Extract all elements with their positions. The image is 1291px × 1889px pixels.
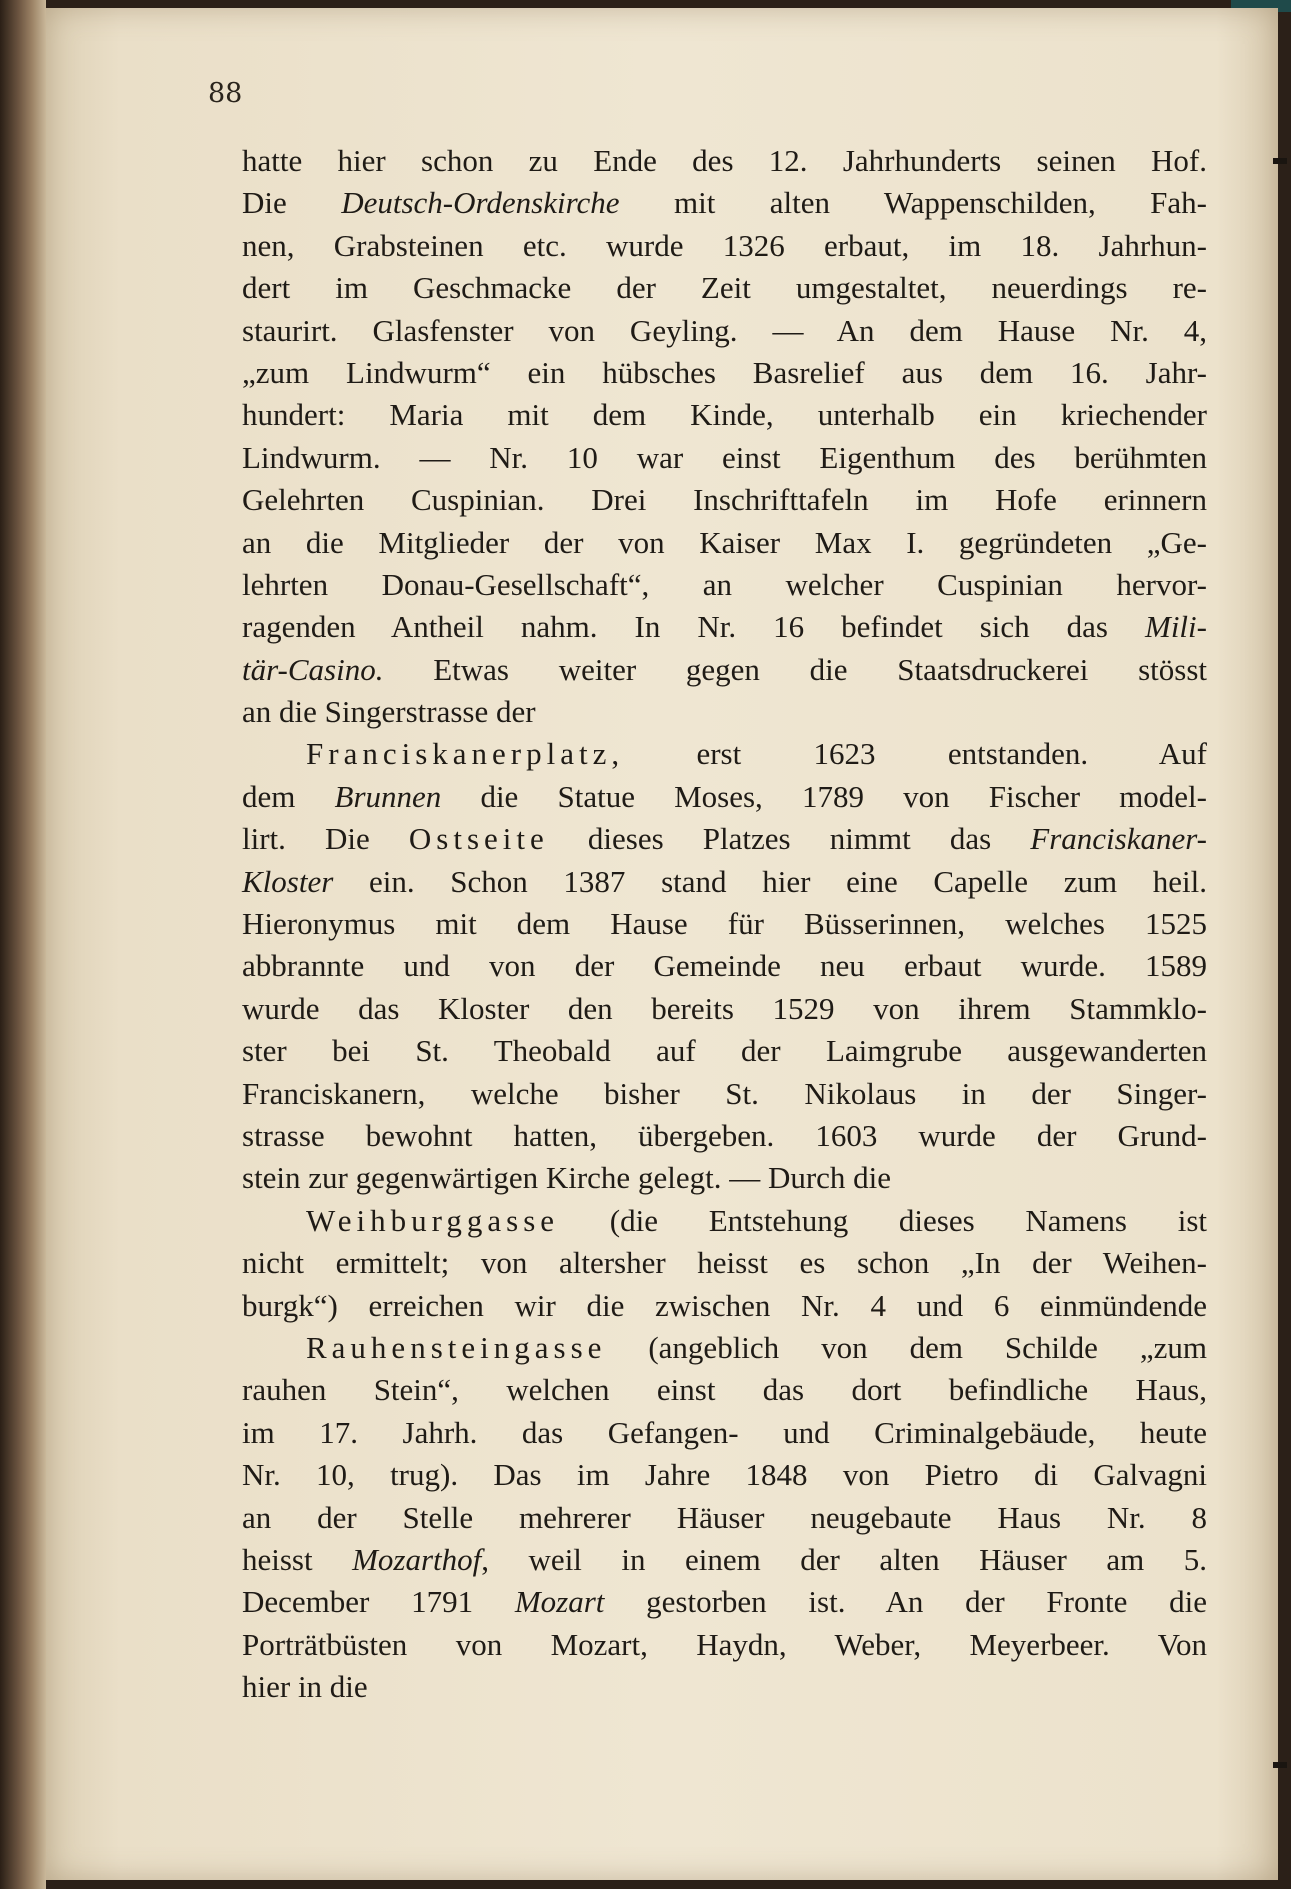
text-line: [242, 1369, 1207, 1411]
spaced-term: Ostseite: [408, 821, 549, 857]
text-line: [242, 1539, 1207, 1581]
text-line: [242, 988, 1207, 1030]
italic-term: Mozarthof: [352, 1541, 482, 1577]
text-line: [242, 1200, 1207, 1242]
italic-term: Brunnen: [334, 778, 442, 814]
text-segment: mit alten Wappenschilden, Fah-: [619, 185, 1207, 221]
text-segment: Etwas weiter gegen die Staatsdruckerei stösst: [383, 651, 1207, 687]
text-line: [242, 1624, 1207, 1666]
text-segment: erst 1623 entstanden. Auf: [624, 736, 1207, 772]
text-segment: stein zur gegenwärtigen Kirche gelegt. — Durch die: [242, 1160, 892, 1196]
text-line: [242, 1412, 1207, 1454]
text-line: [242, 267, 1207, 309]
text-line: [242, 691, 1207, 733]
text-line: [242, 522, 1207, 564]
text-segment: burgk“) erreichen wir die zwischen Nr. 4 und 6 einmündende: [242, 1287, 1207, 1323]
text-segment: Hieronymus mit dem Hause für Büsserinnen, welches 1525: [242, 906, 1207, 942]
text-segment: nen, Grabsteinen etc. wurde 1326 erbaut, im 18. Jahrhun-: [242, 227, 1207, 263]
text-line: [242, 818, 1207, 860]
page-number: 88: [208, 78, 243, 109]
text-line: [242, 437, 1207, 479]
text-line: [242, 649, 1207, 691]
text-line: [242, 1115, 1207, 1157]
text-segment: hundert: Maria mit dem Kinde, unterhalb ein kriechender: [242, 397, 1207, 433]
text-line: [242, 945, 1207, 987]
text-line: [242, 1157, 1207, 1199]
text-line: [242, 1581, 1207, 1623]
italic-term: Mili-: [1145, 609, 1207, 645]
text-segment: (angeblich von dem Schilde „zum: [606, 1329, 1207, 1365]
text-line: [242, 564, 1207, 606]
text-segment: lirt. Die: [242, 821, 409, 857]
text-line: [242, 861, 1207, 903]
spaced-term: Rauhensteingasse: [306, 1329, 607, 1365]
spaced-term: Weihburggasse: [306, 1202, 560, 1238]
text-segment: heisst: [242, 1541, 353, 1577]
body-text: [242, 140, 1207, 1708]
text-segment: (die Entstehung dieses Namens ist: [559, 1202, 1207, 1238]
text-line: [242, 733, 1207, 775]
paper-sheet: [46, 8, 1278, 1880]
text-segment: hatte hier schon zu Ende des 12. Jahrhunderts seinen Hof.: [242, 143, 1207, 178]
edge-mark: [1273, 1762, 1287, 1768]
text-line: [242, 1073, 1207, 1115]
text-segment: im 17. Jahrh. das Gefangen- und Criminalgebäude, heute: [242, 1414, 1207, 1450]
text-segment: ein. Schon 1387 stand hier eine Capelle zum heil.: [333, 863, 1207, 899]
text-line: [242, 1030, 1207, 1072]
text-segment: ragenden Antheil nahm. In Nr. 16 befindet sich das: [242, 609, 1145, 645]
text-segment: Die: [242, 185, 342, 221]
text-line: [242, 394, 1207, 436]
text-line: [242, 352, 1207, 394]
text-segment: , weil in einem der alten Häuser am 5.: [481, 1541, 1207, 1577]
text-line: [242, 479, 1207, 521]
text-line: [242, 776, 1207, 818]
text-segment: an der Stelle mehrerer Häuser neugebaute Haus Nr. 8: [242, 1499, 1207, 1535]
text-segment: wurde das Kloster den bereits 1529 von ihrem Stammklo-: [242, 990, 1207, 1026]
text-segment: rauhen Stein“, welchen einst das dort befindliche Haus,: [242, 1372, 1207, 1408]
edge-mark: [1273, 158, 1287, 164]
text-line: [242, 225, 1207, 267]
text-line: [242, 1242, 1207, 1284]
text-line: [242, 903, 1207, 945]
italic-term: Kloster: [242, 863, 334, 899]
text-segment: abbrannte und von der Gemeinde neu erbaut wurde. 1589: [242, 948, 1207, 984]
text-line: [242, 182, 1207, 224]
text-segment: Franciskanern, welche bisher St. Nikolaus in der Singer-: [242, 1075, 1207, 1111]
text-line: [242, 140, 1207, 182]
text-segment: staurirt. Glasfenster von Geyling. — An dem Hause Nr. 4,: [242, 312, 1207, 348]
text-segment: die Statue Moses, 1789 von Fischer model-: [441, 778, 1207, 814]
text-segment: gestorben ist. An der Fronte die: [604, 1584, 1207, 1620]
text-segment: December 1791: [242, 1584, 515, 1620]
text-segment: ster bei St. Theobald auf der Laimgrube ausgewanderten: [242, 1033, 1207, 1069]
text-segment: dert im Geschmacke der Zeit umgestaltet, neuerdings re-: [242, 270, 1207, 306]
text-line: [242, 1327, 1207, 1369]
text-segment: „zum Lindwurm“ ein hübsches Basrelief aus dem 16. Jahr-: [242, 354, 1207, 390]
italic-term: Franciskaner-: [1030, 821, 1207, 857]
text-segment: lehrten Donau-Gesellschaft“, an welcher Cuspinian hervor-: [242, 566, 1207, 602]
text-segment: an die Mitglieder der von Kaiser Max I. gegründeten „Ge-: [242, 524, 1207, 560]
text-segment: dieses Platzes nimmt das: [548, 821, 1031, 857]
text-segment: strasse bewohnt hatten, übergeben. 1603 wurde der Grund-: [242, 1117, 1207, 1153]
italic-term: Deutsch-Ordenskirche: [341, 185, 620, 221]
text-line: [242, 1454, 1207, 1496]
text-segment: an die Singerstrasse der: [242, 694, 536, 730]
text-line: [242, 1666, 1207, 1708]
text-segment: Porträtbüsten von Mozart, Haydn, Weber, Meyerbeer. Von: [242, 1626, 1207, 1662]
text-segment: Nr. 10, trug). Das im Jahre 1848 von Pietro di Galvagni: [242, 1457, 1207, 1493]
text-line: [242, 1497, 1207, 1539]
text-segment: Lindwurm. — Nr. 10 war einst Eigenthum des berühmten: [242, 439, 1207, 475]
book-binding: [0, 0, 46, 1889]
spaced-term: Franciskanerplatz,: [306, 736, 625, 772]
text-segment: dem: [242, 778, 335, 814]
text-line: [242, 1285, 1207, 1327]
italic-term: Mozart: [514, 1584, 605, 1620]
text-line: [242, 310, 1207, 352]
text-segment: Gelehrten Cuspinian. Drei Inschrifttafeln im Hofe erinnern: [242, 482, 1207, 518]
text-segment: hier in die: [242, 1669, 368, 1705]
text-line: [242, 606, 1207, 648]
text-segment: nicht ermittelt; von altersher heisst es schon „In der Weihen-: [242, 1245, 1207, 1281]
italic-term: tär-Casino.: [242, 651, 384, 687]
